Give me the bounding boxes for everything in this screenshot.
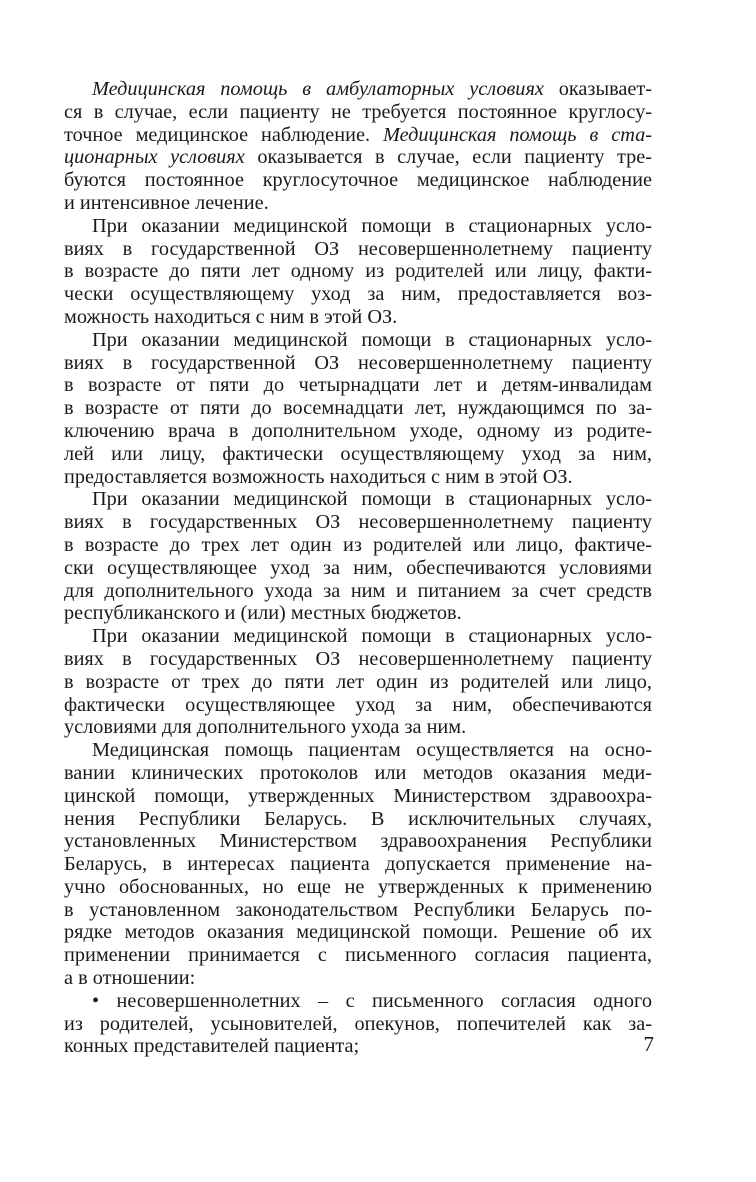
text-run: в возрасте от пяти до восемнадцати лет, нуждающимся по за-: [64, 397, 652, 420]
text-run: виях в государственной ОЗ несовершеннолетнему пациенту: [64, 237, 652, 260]
text-run: точное медицинское наблюдение.: [64, 123, 384, 146]
text-line: [64, 830, 652, 853]
text-run: виях в государственной ОЗ несовершеннолетнему пациенту: [64, 351, 652, 374]
text-line: [92, 329, 652, 352]
text-run: установленных Министерством здравоохранения Республики: [64, 830, 652, 853]
text-line: [64, 853, 652, 876]
text-line: [64, 283, 652, 306]
italic-term: ционарных условиях: [64, 146, 245, 169]
italic-term: Медицинская помощь в амбулаторных условиях: [92, 78, 544, 100]
text-run: ся в случае, если пациенту не требуется постоянное круглосу-: [64, 100, 652, 123]
text-line: [64, 238, 652, 261]
page-number: 7: [643, 1032, 654, 1056]
text-run: • несовершеннолетних – с письменного согласия одного: [92, 989, 652, 1012]
text-run: и интенсивное лечение.: [64, 191, 269, 214]
text-line: [64, 671, 652, 694]
text-line: [64, 124, 652, 147]
text-run: лей или лицу, фактически осуществляющему уход за ним,: [64, 442, 652, 465]
text-line: [64, 762, 652, 785]
text-line: [64, 534, 652, 557]
text-run: условиями для дополнительного ухода за ним.: [64, 716, 467, 739]
text-line: [92, 215, 652, 238]
text-run: При оказании медицинской помощи в стационарных усло-: [92, 488, 652, 511]
text-run: можность находиться с ним в этой ОЗ.: [64, 305, 398, 328]
text-line: [64, 374, 652, 397]
text-line: [92, 488, 652, 511]
text-run: применении принимается с письменного согласия пациента,: [64, 944, 652, 967]
text-line: [64, 443, 652, 466]
text-line: [64, 146, 652, 169]
text-run: конных представителей пациента;: [64, 1035, 360, 1058]
text-run: из родителей, усыновителей, опекунов, попечителей как за-: [64, 1012, 652, 1035]
text-run: в возрасте до пяти лет одному из родителей или лицу, факти-: [64, 260, 652, 283]
text-run: в возрасте до трех лет один из родителей или лицо, фактиче-: [64, 533, 652, 556]
text-line: [64, 511, 652, 534]
text-line: [64, 944, 652, 967]
text-line: [64, 716, 652, 739]
text-line: [64, 602, 652, 625]
text-line: [64, 397, 652, 420]
text-line: [64, 466, 652, 489]
text-line: [64, 899, 652, 922]
text-run: республиканского и (или) местных бюджетов.: [64, 602, 462, 625]
text-line: [64, 648, 652, 671]
text-run: оказывается в случае, если пациенту тре-: [244, 146, 652, 169]
text-run: в возрасте от пяти до четырнадцати лет и детям-инвалидам: [64, 374, 652, 397]
text-line: [64, 192, 652, 215]
text-run: Беларусь, в интересах пациента допускается применение на-: [64, 853, 652, 876]
text-line: [64, 1035, 652, 1058]
text-run: предоставляется возможность находиться с ним в этой ОЗ.: [64, 465, 573, 488]
text-run: виях в государственных ОЗ несовершеннолетнему пациенту: [64, 647, 652, 670]
text-line: [64, 557, 652, 580]
text-line: [64, 1013, 652, 1036]
text-run: вании клинических протоколов или методов оказания меди-: [64, 761, 652, 784]
text-run: Медицинская помощь пациентам осуществляется на осно-: [92, 739, 652, 762]
text-line: [64, 169, 652, 192]
text-line: [64, 306, 652, 329]
text-line: [64, 352, 652, 375]
text-line: [64, 785, 652, 808]
text-line: [64, 694, 652, 717]
text-run: для дополнительного ухода за ним и питанием за счет средств: [64, 579, 652, 602]
text-line: [64, 420, 652, 443]
text-run: в возрасте от трех до пяти лет один из родителей или лицо,: [64, 670, 652, 693]
text-run: оказывает-: [543, 78, 653, 100]
text-line: [64, 580, 652, 603]
text-line: [64, 876, 652, 899]
text-run: буются постоянное круглосуточное медицинское наблюдение: [64, 169, 652, 192]
page-text: [64, 78, 653, 1058]
text-run: цинской помощи, утвержденных Министерством здравоохра-: [64, 784, 652, 807]
text-run: При оказании медицинской помощи в стационарных усло-: [92, 625, 652, 648]
text-run: ски осуществляющее уход за ним, обеспечиваются условиями: [64, 556, 652, 579]
text-run: При оказании медицинской помощи в стационарных усло-: [92, 214, 652, 237]
text-run: виях в государственных ОЗ несовершеннолетнему пациенту: [64, 511, 652, 534]
text-run: ключению врача в дополнительном уходе, одному из родите-: [64, 419, 652, 442]
text-line: [64, 808, 652, 831]
text-run: в установленном законодательством Республики Беларусь по-: [64, 898, 652, 921]
text-run: рядке методов оказания медицинской помощи. Решение об их: [64, 921, 652, 944]
text-run: чески осуществляющему уход за ним, предоставляется воз-: [64, 283, 652, 306]
text-line: [64, 101, 652, 124]
text-run: нения Республики Беларусь. В исключительных случаях,: [64, 807, 652, 830]
text-line: [64, 260, 652, 283]
text-run: а в отношении:: [64, 967, 196, 990]
text-run: При оказании медицинской помощи в стационарных усло-: [92, 328, 652, 351]
text-line: [64, 967, 652, 990]
text-line: [92, 739, 652, 762]
text-run: фактически осуществляющее уход за ним, обеспечиваются: [64, 693, 652, 716]
text-run: учно обоснованных, но еще не утвержденных к применению: [64, 875, 652, 898]
text-line: [92, 990, 652, 1013]
text-line: [92, 78, 652, 101]
text-line: [64, 921, 652, 944]
text-line: [92, 625, 652, 648]
italic-term: Медицинская помощь в ста-: [383, 123, 652, 146]
